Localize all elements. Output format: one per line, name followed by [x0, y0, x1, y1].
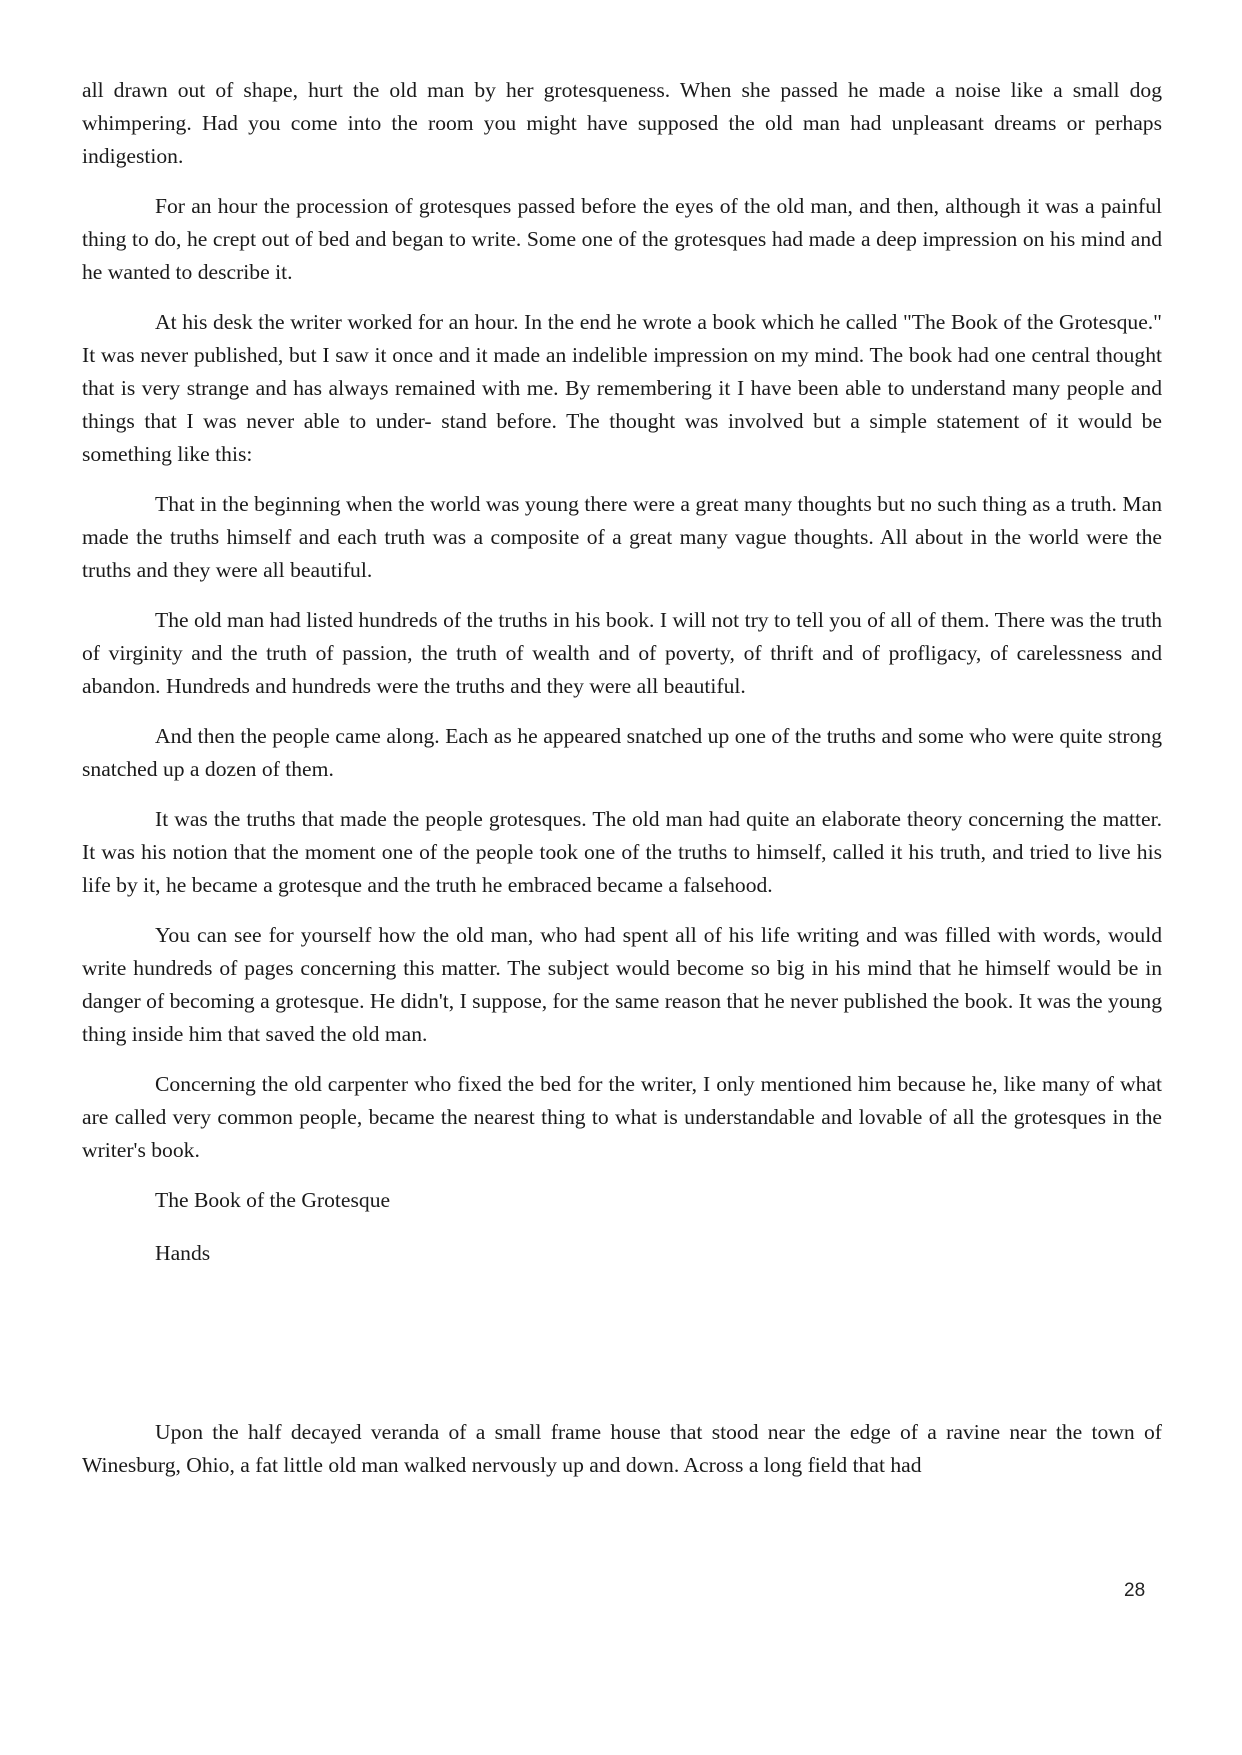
body-paragraph: And then the people came along. Each as he appeared snatched up one of the truths and some who were quite strong snatched up a dozen of them.	[82, 724, 1162, 781]
body-paragraph: all drawn out of shape, hurt the old man by her grotesqueness. When she passed he made a noise like a small dog whimpering. Had you come into the room you might have supposed the old man had unpleasant dreams or perhaps indigestion.	[82, 78, 1162, 168]
page-number: 28	[1124, 1580, 1146, 1601]
body-paragraph: You can see for yourself how the old man, who had spent all of his life writing and was filled with words, would write hundreds of pages concerning this matter. The subject would become so big in his mind that he himself would be in danger of becoming a grotesque. He didn't, I suppose, for the same reason that he never published the book. It was the young thing inside him that saved the old man.	[82, 923, 1162, 1046]
document-page	[82, 74, 1162, 1499]
section-end-title: The Book of the Grotesque	[155, 1188, 391, 1212]
chapter-opening-paragraph: Upon the half decayed veranda of a small frame house that stood near the edge of a ravine near the town of Winesburg, Ohio, a fat little old man walked nervously up and down. Across a long field that had	[82, 1420, 1162, 1477]
body-paragraph: At his desk the writer worked for an hour. In the end he wrote a book which he called "The Book of the Grotesque." It was never published, but I saw it once and it made an indelible impression on my mind. The book had one central thought that is very strange and has always remained with me. By remembering it I have been able to understand many people and things that I was never able to under- stand before. The thought was involved but a simple statement of it would be something like this:	[82, 310, 1162, 466]
body-paragraph: That in the beginning when the world was young there were a great many thoughts but no such thing as a truth. Man made the truths himself and each truth was a composite of a great many vague thoughts. All about in the world were the truths and they were all beautiful.	[82, 492, 1162, 582]
chapter-spacer	[82, 1290, 1162, 1416]
body-paragraph: It was the truths that made the people grotesques. The old man had quite an elaborate theory concerning the matter. It was his notion that the moment one of the people took one of the truths to himself, called it his truth, and tried to live his life by it, he became a grotesque and the truth he embraced became a falsehood.	[82, 807, 1162, 897]
chapter-title: Hands	[155, 1241, 211, 1265]
body-paragraph: The old man had listed hundreds of the truths in his book. I will not try to tell you of all of them. There was the truth of virginity and the truth of passion, the truth of wealth and of poverty, of thrift and of profligacy, of carelessness and abandon. Hundreds and hundreds were the truths and they were all beautiful.	[82, 608, 1162, 698]
body-paragraph: Concerning the old carpenter who fixed the bed for the writer, I only mentioned him because he, like many of what are called very common people, became the nearest thing to what is understandable and lovable of all the grotesques in the writer's book.	[82, 1072, 1162, 1162]
body-paragraph: For an hour the procession of grotesques passed before the eyes of the old man, and then, although it was a painful thing to do, he crept out of bed and began to write. Some one of the grotesques had made a deep impression on his mind and he wanted to describe it.	[82, 194, 1162, 284]
